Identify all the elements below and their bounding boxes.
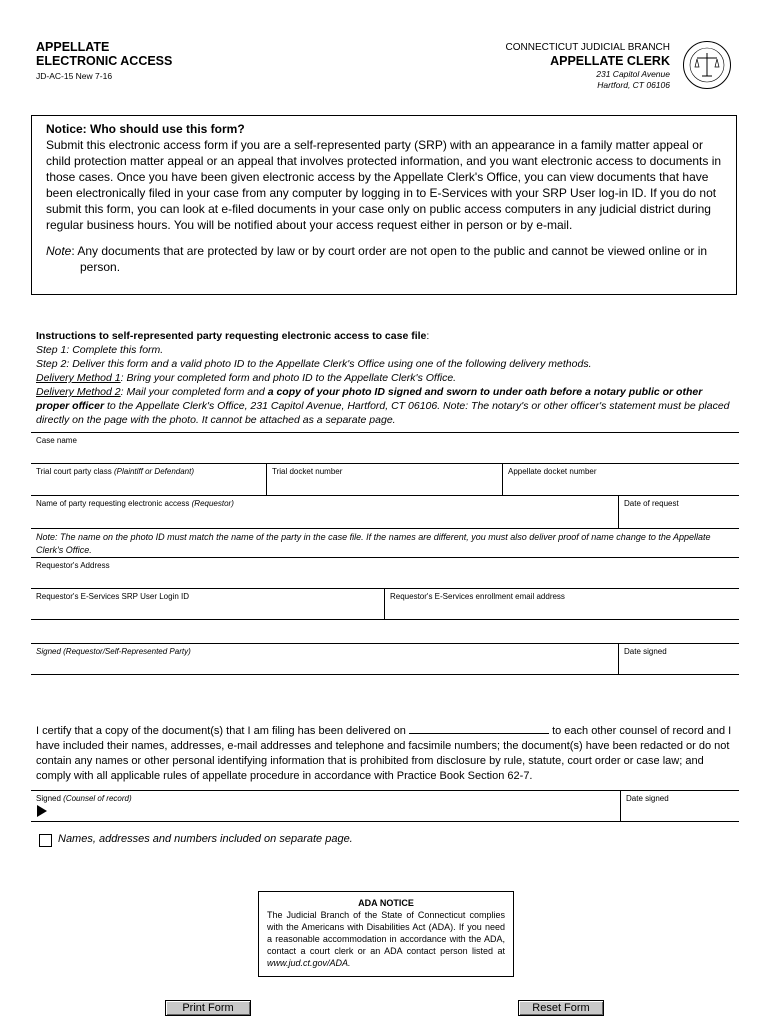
delivery-date-blank[interactable] (409, 723, 549, 734)
requestor-signature-label: Signed (Requestor/Self-Represented Party) (36, 647, 191, 656)
form-title-line2: ELECTRONIC ACCESS (36, 54, 173, 68)
address-row (31, 557, 739, 588)
address-line2: Hartford, CT 06106 (597, 80, 670, 90)
ada-title: ADA NOTICE (358, 898, 414, 908)
trial-docket-field[interactable] (266, 464, 502, 495)
separate-page-checkbox[interactable] (39, 834, 52, 847)
delivery-method-1-text: : Bring your completed form and photo ID to the Appellate Clerk's Office. (120, 372, 457, 384)
counsel-signature-field[interactable] (31, 791, 620, 821)
form-number: JD-AC-15 New 7-16 (36, 71, 113, 81)
print-form-button[interactable]: Print Form (165, 1000, 251, 1016)
notice-note (46, 243, 724, 275)
date-signed-field[interactable] (618, 644, 739, 674)
date-signed-2-field[interactable] (620, 791, 739, 821)
date-request-field[interactable] (618, 496, 739, 528)
login-email-row (31, 588, 739, 620)
delivery-method-2-post: to the Appellate Clerk's Office, 231 Capitol Avenue, Hartford, CT 06106. Note: The notary's or other officer's statement must be placed directly on the page with the photo. It cannot be attached as a separate page. (36, 400, 730, 426)
step-2: Step 2: Deliver this form and a valid photo ID to the Appellate Clerk's Office using one of the following delivery methods. (36, 358, 592, 370)
delivery-method-2-bold: a copy of your photo ID signed and sworn to under oath before a notary public or other proper officer (36, 386, 703, 412)
requestor-name-hint: (Requestor) (191, 499, 234, 508)
delivery-method-1-label: Delivery Method 1 (36, 372, 121, 384)
ada-link[interactable]: www.jud.ct.gov/ADA. (267, 958, 351, 968)
srp-login-field[interactable] (31, 589, 384, 619)
counsel-signature-row (31, 790, 739, 822)
trial-party-class-label: Trial court party class (36, 467, 112, 476)
notice-note-text: : Any documents that are protected by law or by court order are not open to the public and cannot be viewed online or in person. (71, 244, 708, 274)
case-name-field[interactable] (31, 433, 739, 463)
case-name-label: Case name (36, 436, 77, 445)
requestor-name-label: Name of party requesting electronic access (36, 499, 190, 508)
requestor-signature-field[interactable] (31, 644, 618, 674)
requestor-address-field[interactable] (31, 558, 739, 588)
requestor-signature-row (31, 643, 739, 675)
form-title-line1: APPELLATE (36, 40, 110, 54)
requestor-name-field[interactable] (31, 496, 618, 528)
notice-body: Submit this electronic access form if you are a self-represented party (SRP) with an appearance in a family matter appeal or child protection matter appeal or an appeal that involves protected information, and you want electronic access to documents in those cases. Once you have been given electronic access by the Appellate Clerk's Office, you can view documents that have been electronically filed in your case from any computer by logging in to E-Services with your SRP User log-in ID. If you do not submit this form, you can look at e-filed documents in your case only on public access computers in any judicial district during regular business hours. You will be notified about your access request either in person or by e-mail. (46, 138, 722, 232)
notice-title: Notice: Who should use this form? (46, 122, 245, 136)
enroll-email-label: Requestor's E-Services enrollment email address (390, 592, 565, 601)
delivery-method-2-label: Delivery Method 2 (36, 386, 121, 398)
trial-docket-label: Trial docket number (272, 467, 343, 476)
instructions-heading: Instructions to self-represented party requesting electronic access to case file: (36, 330, 430, 342)
branch-name: CONNECTICUT JUDICIAL BRANCH (505, 42, 670, 53)
state-seal-icon (682, 40, 732, 90)
requestor-address-label: Requestor's Address (36, 561, 110, 570)
counsel-signature-label: Signed (36, 794, 61, 803)
instructions-heading-text: Instructions to self-represented party requesting electronic access to case file (36, 330, 427, 342)
clerk-name: APPELLATE CLERK (550, 54, 670, 68)
court-header (506, 42, 670, 91)
srp-login-label: Requestor's E-Services SRP User Login ID (36, 592, 189, 601)
ada-text: The Judicial Branch of the State of Connecticut complies with the Americans with Disabilities Act (ADA). If you need a reasonable accommodation in accordance with the ADA, contact a court clerk or an ADA contact person listed at (267, 910, 505, 956)
sign-here-arrow-icon (37, 805, 47, 817)
enroll-email-field[interactable] (384, 589, 739, 619)
date-signed-2-label: Date signed (626, 794, 669, 803)
separate-page-label: Names, addresses and numbers included on separate page. (58, 833, 353, 845)
notice-note-label: Note (46, 244, 72, 258)
photo-id-note: Note: The name on the photo ID must match the name of the party in the case file. If the names are different, you must also deliver proof of name change to the Appellate Clerk's Office. (36, 532, 711, 555)
certification-post: to each other counsel of record and I have included their names, addresses, e-mail addresses and telephone and facsimile numbers; the document(s) have been redacted or do not contain any names or other personal identifying information that is prohibited from disclosure by rule, statute, court order or case law; and comply with all applicable rules of appellate procedure in accordance with Practice Book Section 62-7. (36, 725, 732, 782)
date-signed-label: Date signed (624, 647, 667, 656)
notice-box (31, 115, 737, 295)
trial-party-class-field[interactable] (31, 464, 266, 495)
form-title (36, 40, 172, 68)
party-docket-row (31, 463, 739, 495)
instructions (36, 329, 736, 427)
certification-pre: I certify that a copy of the document(s) that I am filing has been delivered on (36, 725, 406, 737)
trial-party-class-hint: (Plaintiff or Defendant) (113, 467, 195, 476)
counsel-signature-hint: (Counsel of record) (63, 794, 132, 803)
date-request-label: Date of request (624, 499, 679, 508)
address-line1: 231 Capitol Avenue (596, 69, 670, 79)
reset-form-button[interactable]: Reset Form (518, 1000, 604, 1016)
requestor-row (31, 495, 739, 529)
certification-text (36, 723, 736, 784)
ada-notice (258, 891, 514, 977)
delivery-method-2-pre: : Mail your completed form and (120, 386, 268, 398)
step-1: Step 1: Complete this form. (36, 344, 164, 356)
appellate-docket-field[interactable] (502, 464, 739, 495)
case-name-row (31, 432, 739, 463)
appellate-docket-label: Appellate docket number (508, 467, 597, 476)
